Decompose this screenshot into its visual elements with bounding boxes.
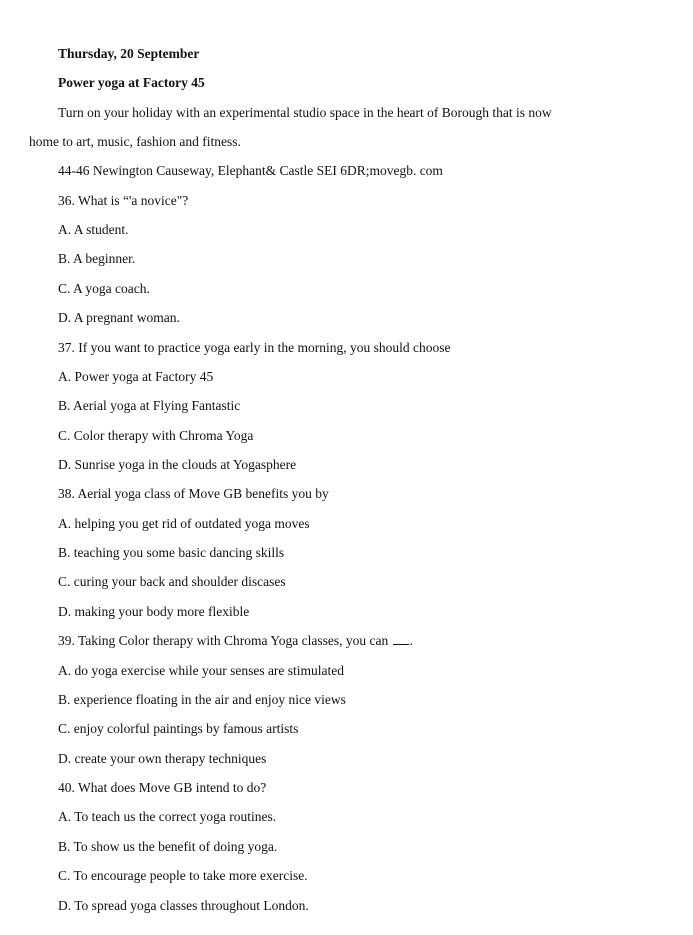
q37-option-c: C. Color therapy with Chroma Yoga	[58, 428, 254, 443]
q37-option-a: A. Power yoga at Factory 45	[58, 369, 214, 384]
date-heading: Thursday, 20 September	[58, 46, 200, 61]
q40-option-b: B. To show us the benefit of doing yoga.	[58, 839, 278, 854]
q37-option-d: D. Sunrise yoga in the clouds at Yogasphere	[58, 457, 297, 472]
answer-blank	[393, 633, 409, 645]
q36-option-b: B. A beginner.	[58, 251, 136, 266]
question-37: 37. If you want to practice yoga early in the morning, you should choose	[58, 340, 451, 355]
question-39	[58, 633, 413, 649]
question-39-text: 39. Taking Color therapy with Chroma Yoga classes, you can	[58, 633, 389, 648]
q39-option-b: B. experience floating in the air and enjoy nice views	[58, 692, 346, 707]
question-39-end: .	[409, 633, 414, 648]
q36-option-d: D. A pregnant woman.	[58, 310, 180, 325]
q37-option-b: B. Aerial yoga at Flying Fantastic	[58, 398, 241, 413]
question-38: 38. Aerial yoga class of Move GB benefits you by	[58, 486, 329, 501]
q36-option-c: C. A yoga coach.	[58, 281, 150, 296]
q38-option-b: B. teaching you some basic dancing skills	[58, 545, 285, 560]
q38-option-d: D. making your body more flexible	[58, 604, 250, 619]
q38-option-a: A. helping you get rid of outdated yoga moves	[58, 516, 310, 531]
q36-option-a: A. A student.	[58, 222, 129, 237]
question-36: 36. What is “'a novice"?	[58, 193, 189, 208]
q38-option-c: C. curing your back and shoulder discases	[58, 574, 286, 589]
q40-option-a: A. To teach us the correct yoga routines.	[58, 809, 277, 824]
q39-option-c: C. enjoy colorful paintings by famous artists	[58, 721, 299, 736]
q39-option-d: D. create your own therapy techniques	[58, 751, 267, 766]
q40-option-c: C. To encourage people to take more exercise.	[58, 868, 308, 883]
q39-option-a: A. do yoga exercise while your senses are stimulated	[58, 663, 345, 678]
question-40: 40. What does Move GB intend to do?	[58, 780, 267, 795]
q40-option-d: D. To spread yoga classes throughout London.	[58, 898, 309, 913]
description-line-2: home to art, music, fashion and fitness.	[29, 134, 241, 149]
event-title: Power yoga at Factory 45	[58, 75, 205, 90]
description-line-1: Turn on your holiday with an experimental studio space in the heart of Borough that is now	[58, 105, 552, 120]
address: 44-46 Newington Causeway, Elephant& Castle SEI 6DR;movegb. com	[58, 163, 443, 178]
